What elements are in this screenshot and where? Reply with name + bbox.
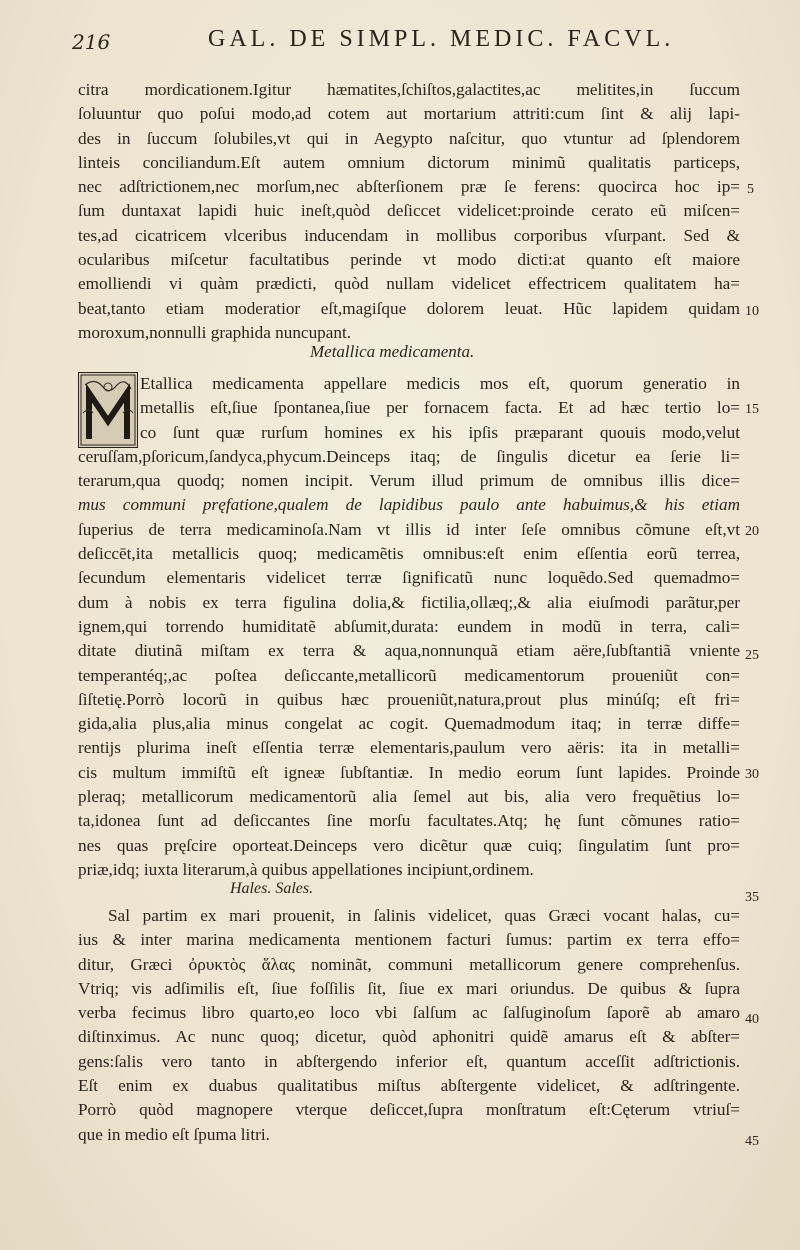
- text-line: Vtriq; vis adſimilis eſt, ſiue foſſilis ſit, ſiue ex mari oriundus. De quibus & ſupra: [78, 978, 740, 998]
- text-line: ocularibus miſcetur facultatibus perinde vt modo dicti:at quanto eſt maiore: [78, 250, 740, 270]
- text-line: cis multum immiſtũ eſt igneæ ſubſtantiæ. In medio eorum ſunt lapides. Proinde: [78, 762, 740, 782]
- text-line: tes,ad cicatricem vlceribus inducendam in mollibus corporibus vſurpant. Sed &: [78, 225, 740, 245]
- text-line: gida,alia plus,alia minus congelat ac cogit. Quemadmodum itaq; in terræ diffe=: [78, 714, 740, 734]
- text-line: moroxum,nonnulli graphida nuncupant.: [78, 322, 352, 342]
- text-line: emolliendi vi quàm prædicti, quòd nullam videlicet effectricem qualitatem ha=: [78, 274, 740, 294]
- text-line: temperantéq;,ac poſtea deſiccante,metallicorũ medicamentorum proueniũt con=: [78, 665, 740, 685]
- text-line: linteis conciliandum.Eſt autem omnium dictorum minimũ qualitatis particeps,: [78, 152, 740, 172]
- text-line: citra mordicationem.Igitur hæmatites,ſchiſtos,galactites,ac melitites,in ſuccum: [78, 80, 740, 99]
- text-line: ſoluuntur quo poſui modo,ad cotem aut mortarium attriti:cum ſint & alij lapi-: [78, 104, 740, 124]
- text-line: dum à nobis ex terra figulina dolia,& fictilia,ollæq;,& alia eiuſmodi parãtur,per: [78, 592, 740, 612]
- paragraph-lapides: [78, 78, 740, 345]
- text-line: mus communi pręfatione,qualem de lapidibus paulo ante habuimus,& his etiam: [78, 495, 740, 515]
- paragraph-metallica: [78, 372, 740, 882]
- text-line: verba fecimus libro quarto,eo loco vbi ſalſum ac ſalſuginoſum ſaporẽ ab amaro: [78, 1003, 740, 1023]
- text-line: que in medio eſt ſpuma litri.: [78, 1124, 270, 1144]
- text-line: gens:ſalis vero tanto in abſtergendo inferior eſt, quantum acceſſit adſtrictionis.: [78, 1051, 740, 1071]
- text-line: Porrò quòd magnopere vterque deſiccet,ſupra monſtratum eſt:Cęterum vtriuſ=: [78, 1100, 740, 1120]
- text-line: Sal partim ex mari prouenit, in ſalinis videlicet, quas Græci vocant halas, cu=: [108, 906, 740, 925]
- page-number: 216: [72, 30, 111, 54]
- section-heading-metallica: Metallica medicamenta.: [310, 342, 475, 361]
- line-number: 45: [745, 1134, 759, 1149]
- text-line: terarum,qua quodq; nomen incipit. Verum illud primum de omnibus illis dice=: [78, 471, 740, 491]
- page-header: [58, 24, 758, 64]
- text-line: metallis eſt,ſiue ſpontanea,ſiue per fornacem facta. Et ad hæc tertio lo=: [140, 398, 740, 418]
- text-line: ignem,qui torrendo humiditatẽ abſumit,durata: eundem in modũ in terra, cali=: [78, 616, 740, 636]
- text-line: deſiccēt,ita metallicis quoq; medicamẽtis omnibus:eſt enim eſſentia eorũ terrea,: [78, 544, 740, 564]
- text-line: ſuperius de terra medicaminoſa.Nam vt illis id inter ſeſe omnibus cõmune eſt,vt: [78, 519, 740, 539]
- line-number: 25: [745, 648, 759, 663]
- text-line: pleraq; metallicorum medicamentorũ alia ſemel aut bis, alia vero frequẽtius lo=: [78, 787, 740, 807]
- text-line: beat,tanto etiam moderatior eſt,magiſque dolorem leuat. Hũc lapidem quidam: [78, 298, 740, 318]
- line-number: 15: [745, 402, 759, 417]
- text-line: ſiſtetię.Porrò locorũ in quibus hæc proueniũt,natura,prout plus minúſq; eſt fri=: [78, 689, 740, 709]
- text-line: co ſunt quæ rurſum homines ex his ipſis præparant quouis modo,velut: [140, 422, 740, 442]
- line-number: 30: [745, 767, 759, 782]
- text-line: ta,idonea ſunt ad deſiccantes ſine morſu facultates.Atq; hę ſunt cõmunes ratio=: [78, 811, 740, 831]
- text-line: nes quas pręſcire oporteat.Deinceps vero dicẽtur quæ cuiq; ſingulatim ſunt pro=: [78, 835, 740, 855]
- section-heading-hales: Hales. Sales.: [230, 880, 314, 897]
- text-line: ditur, Græci ὀρυκτὸς ἅλας nominãt, communi metallicorum genere comprehenſus.: [78, 954, 740, 974]
- line-number: 40: [745, 1012, 759, 1027]
- paragraph-sales: [78, 904, 740, 1147]
- text-line: nec adſtrictionem,nec morſum,nec abſterſionem præ ſe ferens: quocirca hoc ip=: [78, 177, 740, 197]
- text-line: ius & inter marina medicamenta mentionem facturi ſumus: partim ex terra effo=: [78, 930, 740, 950]
- text-line: priæ,idq; iuxta literarum,à quibus appellationes incipiunt,ordinem.: [78, 859, 534, 879]
- line-number: 5: [747, 182, 754, 197]
- text-line: des in ſuccum ſolubiles,vt qui in Aegypto naſcitur, quo vtuntur ad ſplendorem: [78, 128, 740, 148]
- line-number: 35: [745, 890, 759, 905]
- text-line: ditate diutinã miſtam ex terra & aqua,nonnunquã etiam aëre,ſubſtantiã vniente: [78, 641, 740, 661]
- text-line: Eſt enim ex duabus qualitatibus miſtus abſtergente videlicet, & adſtringente.: [78, 1076, 740, 1096]
- line-number: 20: [745, 524, 759, 539]
- text-line: rentijs plurima ineſt eſſentia terræ elementaris,paulum vero aëris: ita in metalli=: [78, 738, 740, 758]
- running-title: GAL. DE SIMPL. MEDIC. FACVL.: [208, 26, 675, 52]
- text-line: ſum duntaxat lapidi huic ineſt,quòd deſiccet videlicet:proinde cerato eũ miſcen=: [78, 201, 740, 221]
- text-line: diſtinximus. Ac nunc quoq; dicetur, quòd aphonitri quidẽ amarus eſt & abſter=: [78, 1027, 740, 1047]
- text-line: ceruſſam,pſoricum,ſandyca,phycum.Deinceps itaq; de ſingulis dicetur ea ſerie li=: [78, 446, 740, 466]
- text-line: Etallica medicamenta appellare medicis mos eſt, quorum generatio in: [140, 374, 740, 393]
- line-number: 10: [745, 304, 759, 319]
- text-line: ſecundum elementaris videlicet terræ ſignificatũ nunc loquẽdo.Sed quemadmo=: [78, 568, 740, 588]
